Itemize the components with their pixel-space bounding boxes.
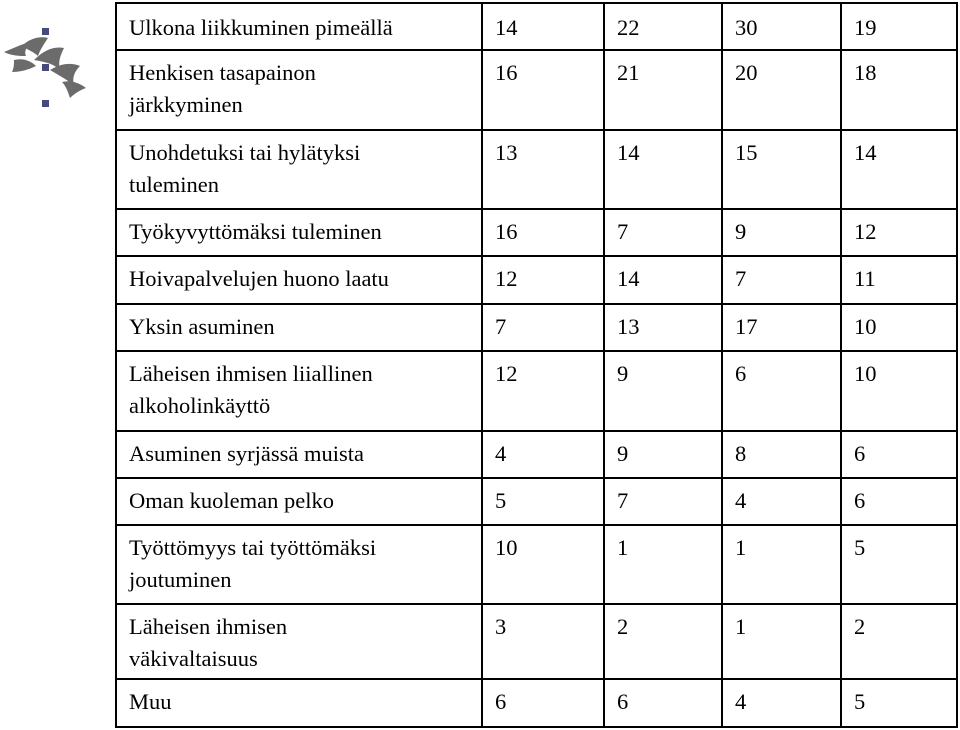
cell-value: 10: [482, 525, 604, 604]
cell-value: 5: [841, 525, 957, 604]
university-logo: [0, 0, 110, 120]
cell-value: 21: [604, 50, 722, 130]
cell-value: 4: [482, 431, 604, 478]
cell-value: 5: [841, 679, 957, 727]
cell-value: 16: [482, 209, 604, 256]
cell-value: 6: [482, 679, 604, 727]
cell-value: 14: [604, 130, 722, 209]
table-row: [116, 50, 957, 130]
cell-value: 18: [841, 50, 957, 130]
cell-value: 6: [722, 351, 841, 431]
fear-statistics-table: [115, 2, 958, 728]
row-label: Unohdetuksi tai hylätyksi tuleminen: [116, 130, 482, 209]
cell-value: 12: [482, 256, 604, 304]
row-label: Läheisen ihmisen liiallinen alkoholinkäyttö: [116, 351, 482, 431]
table-row: [116, 525, 957, 604]
cell-value: 4: [722, 679, 841, 727]
cell-value: 11: [841, 256, 957, 304]
cell-value: 14: [482, 3, 604, 50]
cell-value: 16: [482, 50, 604, 130]
table-row: [116, 209, 957, 256]
table-row: [116, 304, 957, 351]
cell-value: 6: [841, 431, 957, 478]
table-row: [116, 604, 957, 679]
cell-value: 1: [722, 604, 841, 679]
cell-value: 20: [722, 50, 841, 130]
cell-value: 9: [604, 431, 722, 478]
cell-value: 2: [604, 604, 722, 679]
table-row: [116, 431, 957, 478]
row-label: Oman kuoleman pelko: [116, 478, 482, 525]
row-label: Ulkona liikkuminen pimeällä: [116, 3, 482, 50]
cell-value: 7: [604, 209, 722, 256]
cell-value: 7: [722, 256, 841, 304]
cell-value: 10: [841, 351, 957, 431]
cell-value: 13: [482, 130, 604, 209]
table-row: [116, 478, 957, 525]
cell-value: 13: [604, 304, 722, 351]
cell-value: 12: [841, 209, 957, 256]
table-row: [116, 130, 957, 209]
cell-value: 17: [722, 304, 841, 351]
cell-value: 9: [722, 209, 841, 256]
cell-value: 6: [841, 478, 957, 525]
table-row: [116, 256, 957, 304]
cell-value: 10: [841, 304, 957, 351]
row-label: Yksin asuminen: [116, 304, 482, 351]
cell-value: 19: [841, 3, 957, 50]
cell-value: 5: [482, 478, 604, 525]
table-row: [116, 351, 957, 431]
cell-value: 14: [604, 256, 722, 304]
flame-logo-icon: [0, 0, 110, 120]
cell-value: 15: [722, 130, 841, 209]
cell-value: 9: [604, 351, 722, 431]
row-label: Henkisen tasapainon järkkyminen: [116, 50, 482, 130]
row-label: Asuminen syrjässä muista: [116, 431, 482, 478]
cell-value: 8: [722, 431, 841, 478]
cell-value: 12: [482, 351, 604, 431]
cell-value: 30: [722, 3, 841, 50]
cell-value: 14: [841, 130, 957, 209]
table-row: [116, 3, 957, 50]
cell-value: 1: [604, 525, 722, 604]
cell-value: 6: [604, 679, 722, 727]
row-label: Muu: [116, 679, 482, 727]
cell-value: 7: [604, 478, 722, 525]
cell-value: 22: [604, 3, 722, 50]
cell-value: 7: [482, 304, 604, 351]
cell-value: 2: [841, 604, 957, 679]
cell-value: 1: [722, 525, 841, 604]
cell-value: 3: [482, 604, 604, 679]
table-row: [116, 679, 957, 727]
row-label: Läheisen ihmisen väkivaltaisuus: [116, 604, 482, 679]
cell-value: 4: [722, 478, 841, 525]
row-label: Työkyvyttömäksi tuleminen: [116, 209, 482, 256]
row-label: Hoivapalvelujen huono laatu: [116, 256, 482, 304]
row-label: Työttömyys tai työttömäksi joutuminen: [116, 525, 482, 604]
